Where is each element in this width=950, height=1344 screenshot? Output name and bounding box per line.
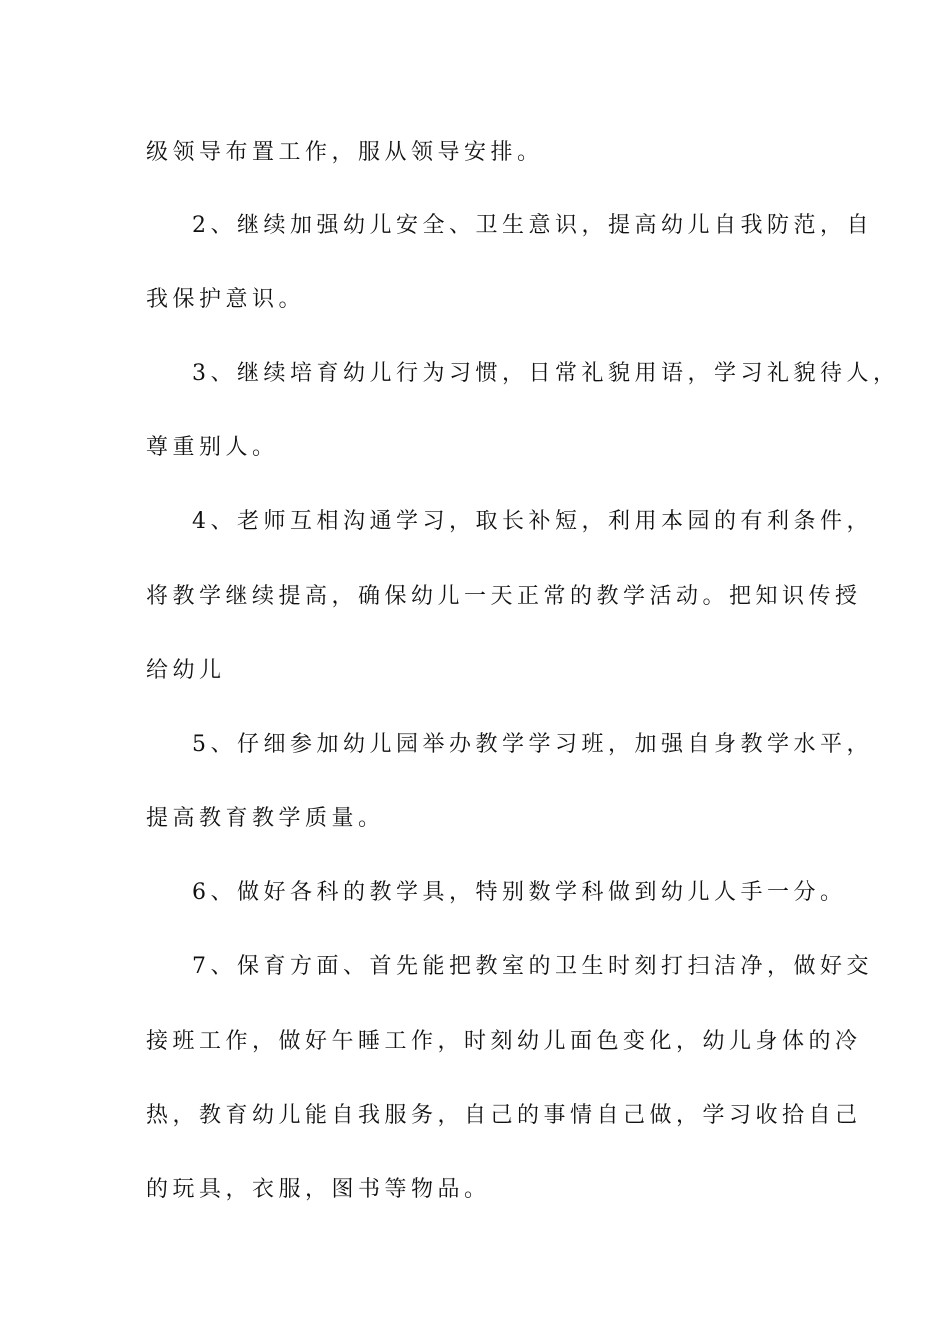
text-line-2: 2、继续加强幼儿安全、卫生意识，提高幼儿自我防范，自: [192, 213, 873, 238]
text-line-6: 4、老师互相沟通学习，取长补短，利用本园的有利条件，: [192, 509, 873, 534]
text-line-14: 热，教育幼儿能自我服务，自己的事情自己做，学习收拾自己: [146, 1103, 862, 1128]
text-line-8: 给幼儿: [146, 658, 226, 683]
text-line-7: 将教学继续提高，确保幼儿一天正常的教学活动。把知识传授: [146, 584, 862, 609]
text-line-10: 提高教育教学质量。: [146, 806, 385, 831]
text-line-13: 接班工作，做好午睡工作，时刻幼儿面色变化，幼儿身体的冷: [146, 1029, 862, 1054]
text-line-12: 7、保育方面、首先能把教室的卫生时刻打扫洁净，做好交: [192, 954, 873, 979]
text-line-5: 尊重别人。: [146, 435, 279, 460]
text-line-3: 我保护意识。: [146, 287, 306, 312]
text-line-1: 级领导布置工作，服从领导安排。: [146, 140, 544, 165]
text-line-4: 3、继续培育幼儿行为习惯，日常礼貌用语，学习礼貌待人，: [192, 361, 900, 386]
text-line-9: 5、仔细参加幼儿园举办教学学习班，加强自身教学水平，: [192, 732, 873, 757]
text-line-11: 6、做好各科的教学具，特别数学科做到幼儿人手一分。: [192, 880, 847, 905]
text-line-15: 的玩具，衣服，图书等物品。: [146, 1177, 491, 1202]
